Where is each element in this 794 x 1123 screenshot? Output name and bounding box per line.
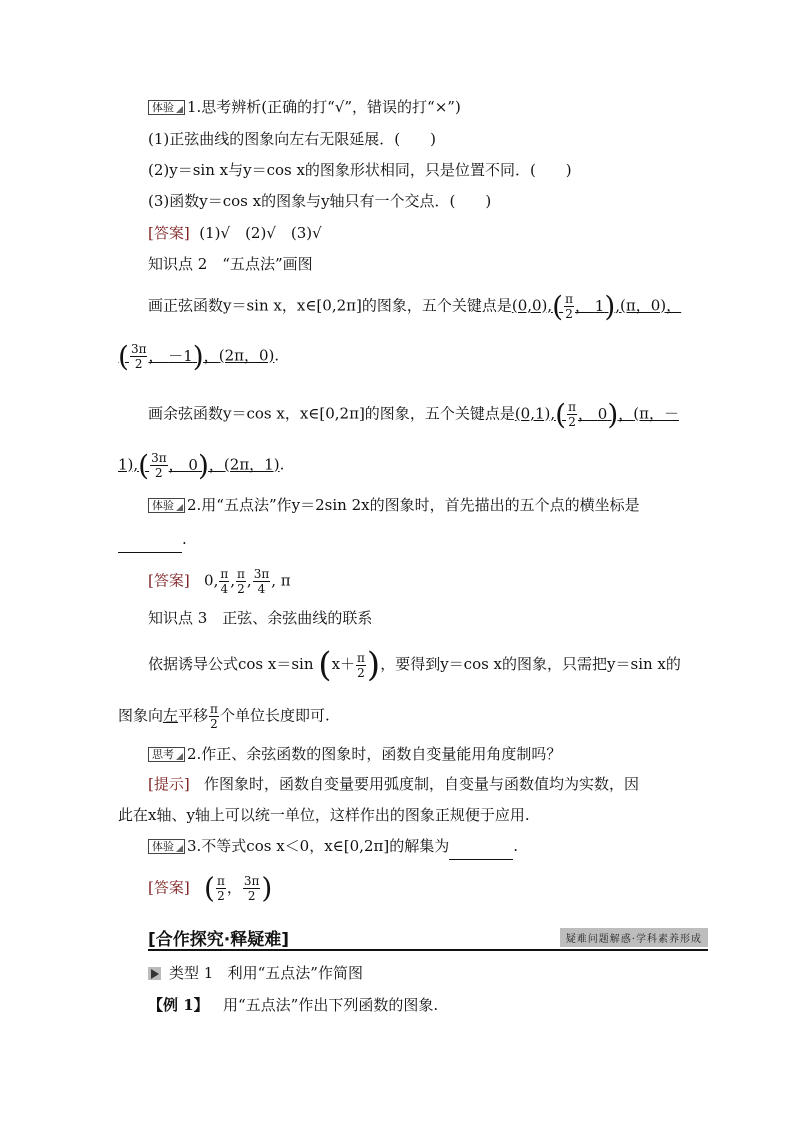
exp2-text: 2.用“五点法”作y＝2sin 2x的图象时，首先描出的五个点的横坐标是	[187, 496, 640, 514]
kp3-title: 知识点 3 正弦、余弦曲线的联系	[148, 609, 373, 627]
kp2-sin-point2: ( $\frac{\pi}{2}$ ， 1),	[552, 289, 621, 323]
kp2-cos-point5: (2π，1)	[223, 455, 280, 474]
kp3-line2: 图象向左平移 $\frac{\pi}{2}$ 个单位长度即可.	[118, 702, 330, 731]
kp2-cos-point2: ( $\frac{\pi}{2}$ ， 0)，	[555, 397, 634, 431]
kp2-sin-point3: (π，0)，	[620, 296, 682, 315]
hint-label: [提示]	[148, 775, 190, 793]
kp2-sin-line2: ( $\frac{3\pi}{2}$ ， －1)，(2π，0).	[118, 339, 280, 373]
kp2-sin-line1	[148, 289, 682, 323]
answer-label: [答案]	[148, 224, 190, 242]
kp2-sin-p2-frac: $\frac{\pi}{2}$	[565, 292, 573, 321]
exp2-answer: [答案] 0, $\frac{\pi}{4}$ , $\frac{\pi}{2}$ , $\frac{3\pi}{4}$ , π	[148, 567, 291, 596]
kp2-sin-intro: 画正弦函数y＝sin x，x∈[0,2π]的图象，五个关键点是	[148, 296, 512, 315]
answer-label: [答案]	[148, 878, 190, 897]
exp1-item-1: (1)正弦曲线的图象向左右无限延展．( )	[148, 130, 436, 148]
think2-hint-line2: 此在x轴、y轴上可以统一单位，这样作出的图象正规便于应用.	[118, 806, 530, 824]
kp2-cos-p4-frac: $\frac{3\pi}{2}$	[151, 451, 167, 480]
exp2-a1-frac: $\frac{\pi}{4}$	[220, 567, 229, 596]
exp3-frac1: $\frac{\pi}{2}$	[216, 874, 225, 903]
exp2-a3-frac: $\frac{3\pi}{4}$	[253, 567, 270, 596]
exp1-tag: 体验	[148, 100, 185, 115]
exp2-blank	[118, 530, 182, 553]
kp2-cos-line2: 1),( $\frac{3\pi}{2}$ ， 0)，(2π，1).	[118, 448, 285, 482]
exp2-a2-frac: $\frac{\pi}{2}$	[237, 567, 245, 596]
think2-hint-line1: [提示] 作图象时，函数自变量要用弧度制，自变量与函数值均为实数，因	[148, 775, 640, 793]
section-header	[148, 925, 708, 951]
kp2-sin-point1: (0,0),	[511, 296, 553, 315]
think2-tag: 思考	[148, 747, 185, 762]
exp1-answer	[148, 222, 322, 244]
example1-label: 【例 1】	[148, 996, 209, 1014]
exp3-frac2: $\frac{3\pi}{2}$	[243, 874, 260, 903]
kp2-sin-point5: (2π，0)	[218, 346, 275, 365]
exp3-answer: [答案] ( $\frac{\pi}{2}$ ， $\frac{3\pi}{2}$ )	[148, 871, 273, 905]
exp1-title-line	[148, 96, 461, 118]
example1-line	[148, 994, 438, 1016]
kp2-cos-point4: ( $\frac{3\pi}{2}$ ， 0)，	[138, 448, 224, 482]
answer-label: [答案]	[148, 571, 190, 590]
think2-line	[148, 743, 561, 765]
exp3-line: 体验 3.不等式cos x＜0，x∈[0,2π]的解集为 .	[148, 835, 518, 860]
example1-text: 用“五点法”作出下列函数的图象.	[222, 996, 439, 1014]
section-title: [合作探究·释疑难]	[148, 930, 289, 950]
section-ribbon: 疑难问题解惑·学科素养形成	[560, 928, 708, 947]
type1-line	[148, 962, 363, 984]
exp3-blank	[449, 837, 513, 860]
kp3-line1: 依据诱导公式cos x＝sin (x＋ $\frac{\pi}{2}$ )，要得到y＝cos x的图象，只需把y＝sin x的	[148, 645, 681, 685]
exp1-title: 1.思考辨析(正确的打“√”，错误的打“×”)	[187, 98, 461, 116]
exp2-line2: .	[118, 528, 187, 553]
kp2-cos-p2-frac: $\frac{\pi}{2}$	[568, 400, 576, 429]
kp2-cos-line1	[148, 397, 679, 431]
kp2-cos-point3b: 1),	[118, 455, 139, 474]
exp1-item-2: (2)y＝sin x与y＝cos x的图象形状相同，只是位置不同．( )	[148, 161, 572, 179]
type1-text: 利用“五点法”作简图	[227, 964, 363, 982]
kp2-cos-point1: (0,1),	[514, 404, 556, 423]
exp1-item-3: (3)函数y＝cos x的图象与y轴只有一个交点．( )	[148, 192, 492, 210]
think2-text: 2.作正、余弦函数的图象时，函数自变量能用角度制吗？	[187, 745, 562, 763]
exp2-tag: 体验	[148, 498, 185, 513]
exp3-tag: 体验	[148, 839, 185, 854]
kp2-cos-intro: 画余弦函数y＝cos x，x∈[0,2π]的图象，五个关键点是	[148, 404, 515, 423]
kp3-shift-frac: $\frac{\pi}{2}$	[210, 702, 218, 731]
kp2-cos-point3a: (π，－	[633, 404, 679, 423]
exp3-text: 3.不等式cos x＜0，x∈[0,2π]的解集为	[187, 837, 450, 855]
type1-label: 类型 1	[169, 964, 214, 982]
kp2-sin-point4: ( $\frac{3\pi}{2}$ ， －1)，	[118, 339, 219, 373]
kp2-sin-p4-frac: $\frac{3\pi}{2}$	[130, 342, 147, 371]
play-triangle-icon	[148, 967, 161, 980]
answer-text: (1)√ (2)√ (3)√	[199, 224, 322, 242]
exp2-line1	[148, 494, 640, 516]
kp2-title: 知识点 2 “五点法”画图	[148, 255, 313, 273]
kp3-frac: $\frac{\pi}{2}$	[357, 650, 365, 680]
